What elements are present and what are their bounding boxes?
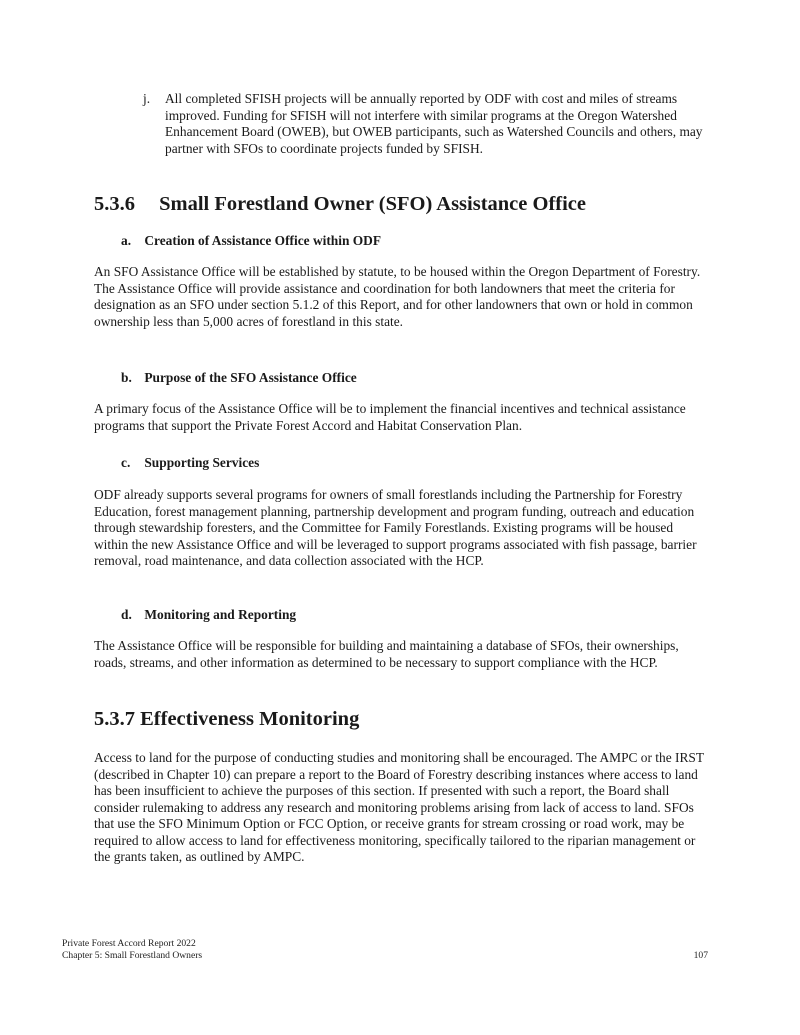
section-title: Effectiveness Monitoring <box>140 708 360 730</box>
section-title: Small Forestland Owner (SFO) Assistance Office <box>159 193 586 215</box>
subsection-letter: c. <box>121 455 131 470</box>
subsection-letter: a. <box>121 233 132 248</box>
section-heading-5-3-7 <box>94 708 359 731</box>
footer-chapter-title: Chapter 5: Small Forestland Owners <box>62 949 203 961</box>
footer-report-title: Private Forest Accord Report 2022 <box>62 938 196 949</box>
subsection-heading-c <box>121 455 259 471</box>
subsection-title: Purpose of the SFO Assistance Office <box>144 370 357 385</box>
paragraph-b: A primary focus of the Assistance Office will be to implement the financial incentives and technical assistance programs that support the Private Forest Accord and Habitat Conservation Plan. <box>94 401 686 433</box>
paragraph-c: ODF already supports several programs for owners of small forestlands including the Partnership for Forestry Education, forest management planning, partnership development and program funding, outreach and education through stewardship foresters, and the Committee for Family Forestlands. Existing programs will be housed within the new Assistance Office and will be leveraged to support programs associated with fish passage, barrier removal, road maintenance, and data collection associated with the HCP. <box>94 487 697 568</box>
paragraph-5-3-7: Access to land for the purpose of conducting studies and monitoring shall be encouraged. The AMPC or the IRST (described in Chapter 10) can prepare a report to the Board of Forestry describing instances where access to land has been insufficient to achieve the purposes of this section. If presented with such a report, the Board shall consider rulemaking to address any research and monitoring problems arising from lack of access to land. SFOs that use the SFO Minimum Option or FCC Option, or receive grants for stream crossing or road work, may be required to allow access to land for effectiveness monitoring, specifically tailored to the riparian management or the grants taken, as outlined by AMPC. <box>94 750 704 864</box>
list-item-j <box>143 91 713 157</box>
section-number: 5.3.6 <box>94 193 135 215</box>
section-heading-5-3-6 <box>94 193 586 216</box>
list-marker: j. <box>143 91 151 106</box>
subsection-title: Monitoring and Reporting <box>144 607 297 622</box>
subsection-title: Supporting Services <box>144 455 260 470</box>
subsection-letter: d. <box>121 607 132 622</box>
page-number: 107 <box>693 949 708 961</box>
subsection-heading-b <box>121 370 357 386</box>
subsection-heading-a <box>121 233 381 249</box>
subsection-heading-d <box>121 607 296 623</box>
paragraph-a: An SFO Assistance Office will be established by statute, to be housed within the Oregon Department of Forestry. The Assistance Office will provide assistance and coordination for both landowners that meet the criteria for designation as an SFO under section 5.1.2 of this Report, and for other landowners that own or hold in common ownership less than 5,000 acres of forestland in this state. <box>94 264 701 329</box>
page-footer <box>62 938 708 961</box>
list-item-text: All completed SFISH projects will be annually reported by ODF with cost and miles of streams improved. Funding for SFISH will not interfere with similar programs at the Oregon Watershed Enhancement Board (OWEB), but OWEB participants, such as Watershed Councils and others, may partner with SFOs to coordinate projects funded by SFISH. <box>165 91 703 156</box>
section-number: 5.3.7 <box>94 708 135 730</box>
subsection-letter: b. <box>121 370 132 385</box>
paragraph-d: The Assistance Office will be responsible for building and maintaining a database of SFOs, their ownerships, roads, streams, and other information as determined to be necessary to support compliance with the HCP. <box>94 638 679 670</box>
subsection-title: Creation of Assistance Office within ODF <box>144 233 382 248</box>
